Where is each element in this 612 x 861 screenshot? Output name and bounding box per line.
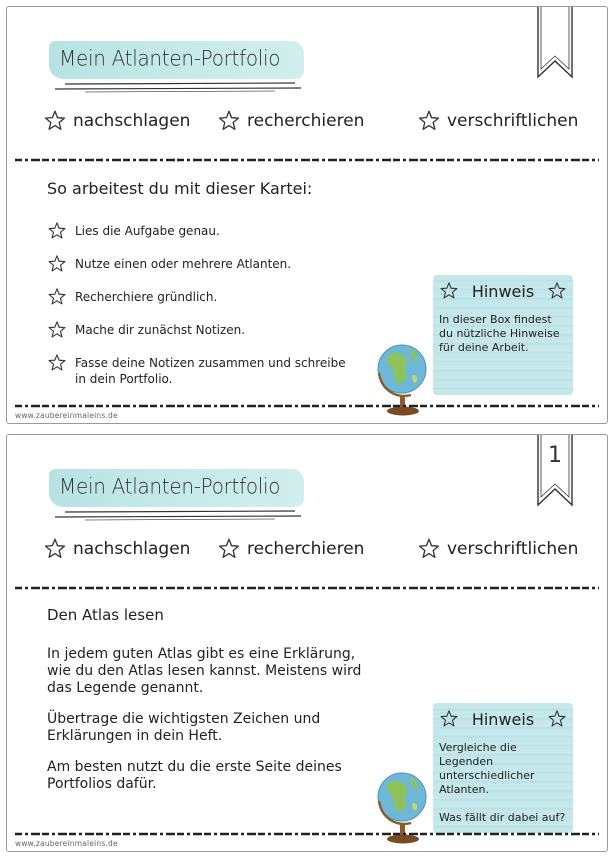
hint-line: Vergleiche die Legenden unterschiedlicher Atlanten. [439,741,535,796]
divider [15,831,599,837]
skill-research: recherchieren [217,109,364,133]
task-body [47,607,367,807]
star-outline-icon [217,537,241,561]
task-paragraph: Übertrage die wichtigsten Zeichen und Erklärungen in dein Heft. [47,711,321,744]
footer-url: www.zaubereinmaleins.de [15,839,118,848]
star-outline-icon [217,109,241,133]
list-item: Mache dir zunächst Notizen. [47,322,367,340]
star-outline-icon [547,281,567,301]
star-outline-icon [47,221,67,241]
task-card [6,434,608,852]
star-outline-icon [47,320,67,340]
bookmark-ribbon-icon [535,6,575,81]
title-underline [55,509,305,521]
hint-title: Hinweis [471,709,535,729]
task-heading: Den Atlas lesen [47,606,164,624]
star-outline-icon [417,537,441,561]
star-outline-icon [47,353,67,373]
skill-write: verschriftlichen [417,537,578,561]
steps-list [47,223,367,402]
title-text: Mein Atlanten-Portfolio [59,45,281,71]
hint-box [433,703,573,833]
info-card [6,6,608,424]
hint-text: In dieser Box findest du nützliche Hinweise für deine Arbeit. [439,313,560,354]
star-outline-icon [417,109,441,133]
hint-line: Was fällt dir dabei auf? [439,811,566,824]
list-item: Nutze einen oder mehrere Atlanten. [47,256,367,274]
divider [15,585,599,591]
star-outline-icon [43,537,67,561]
skill-write: verschriftlichen [417,109,578,133]
hint-title: Hinweis [471,281,535,301]
title-text: Mein Atlanten-Portfolio [59,473,281,499]
divider [15,157,599,163]
star-outline-icon [439,709,459,729]
star-outline-icon [47,287,67,307]
skill-lookup: nachschlagen [43,109,190,133]
hint-box [433,275,573,395]
star-outline-icon [47,254,67,274]
list-item: Lies die Aufgabe genau. [47,223,367,241]
star-outline-icon [547,709,567,729]
star-outline-icon [439,281,459,301]
skills-row [43,537,603,571]
hint-header [433,281,573,301]
hint-header [433,709,573,729]
list-item: Fasse deine Notizen zusammen und schreibe in dein Portfolio. [47,355,367,387]
skills-row [43,109,603,143]
hint-text [439,741,567,825]
skill-lookup: nachschlagen [43,537,190,561]
divider [15,403,599,409]
card-title [49,37,309,89]
card-number: 1 [548,443,562,468]
intro-heading: So arbeitest du mit dieser Kartei: [47,179,313,198]
list-item: Recherchiere gründlich. [47,289,367,307]
star-outline-icon [43,109,67,133]
title-underline [55,81,305,93]
task-paragraph: In jedem guten Atlas gibt es eine Erklärung, wie du den Atlas lesen kannst. Meistens wird das Legende genannt. [47,646,362,696]
task-paragraph: Am besten nutzt du die erste Seite deines Portfolios dafür. [47,759,342,792]
skill-research: recherchieren [217,537,364,561]
card-title [49,465,309,517]
footer-url: www.zaubereinmaleins.de [15,411,118,420]
